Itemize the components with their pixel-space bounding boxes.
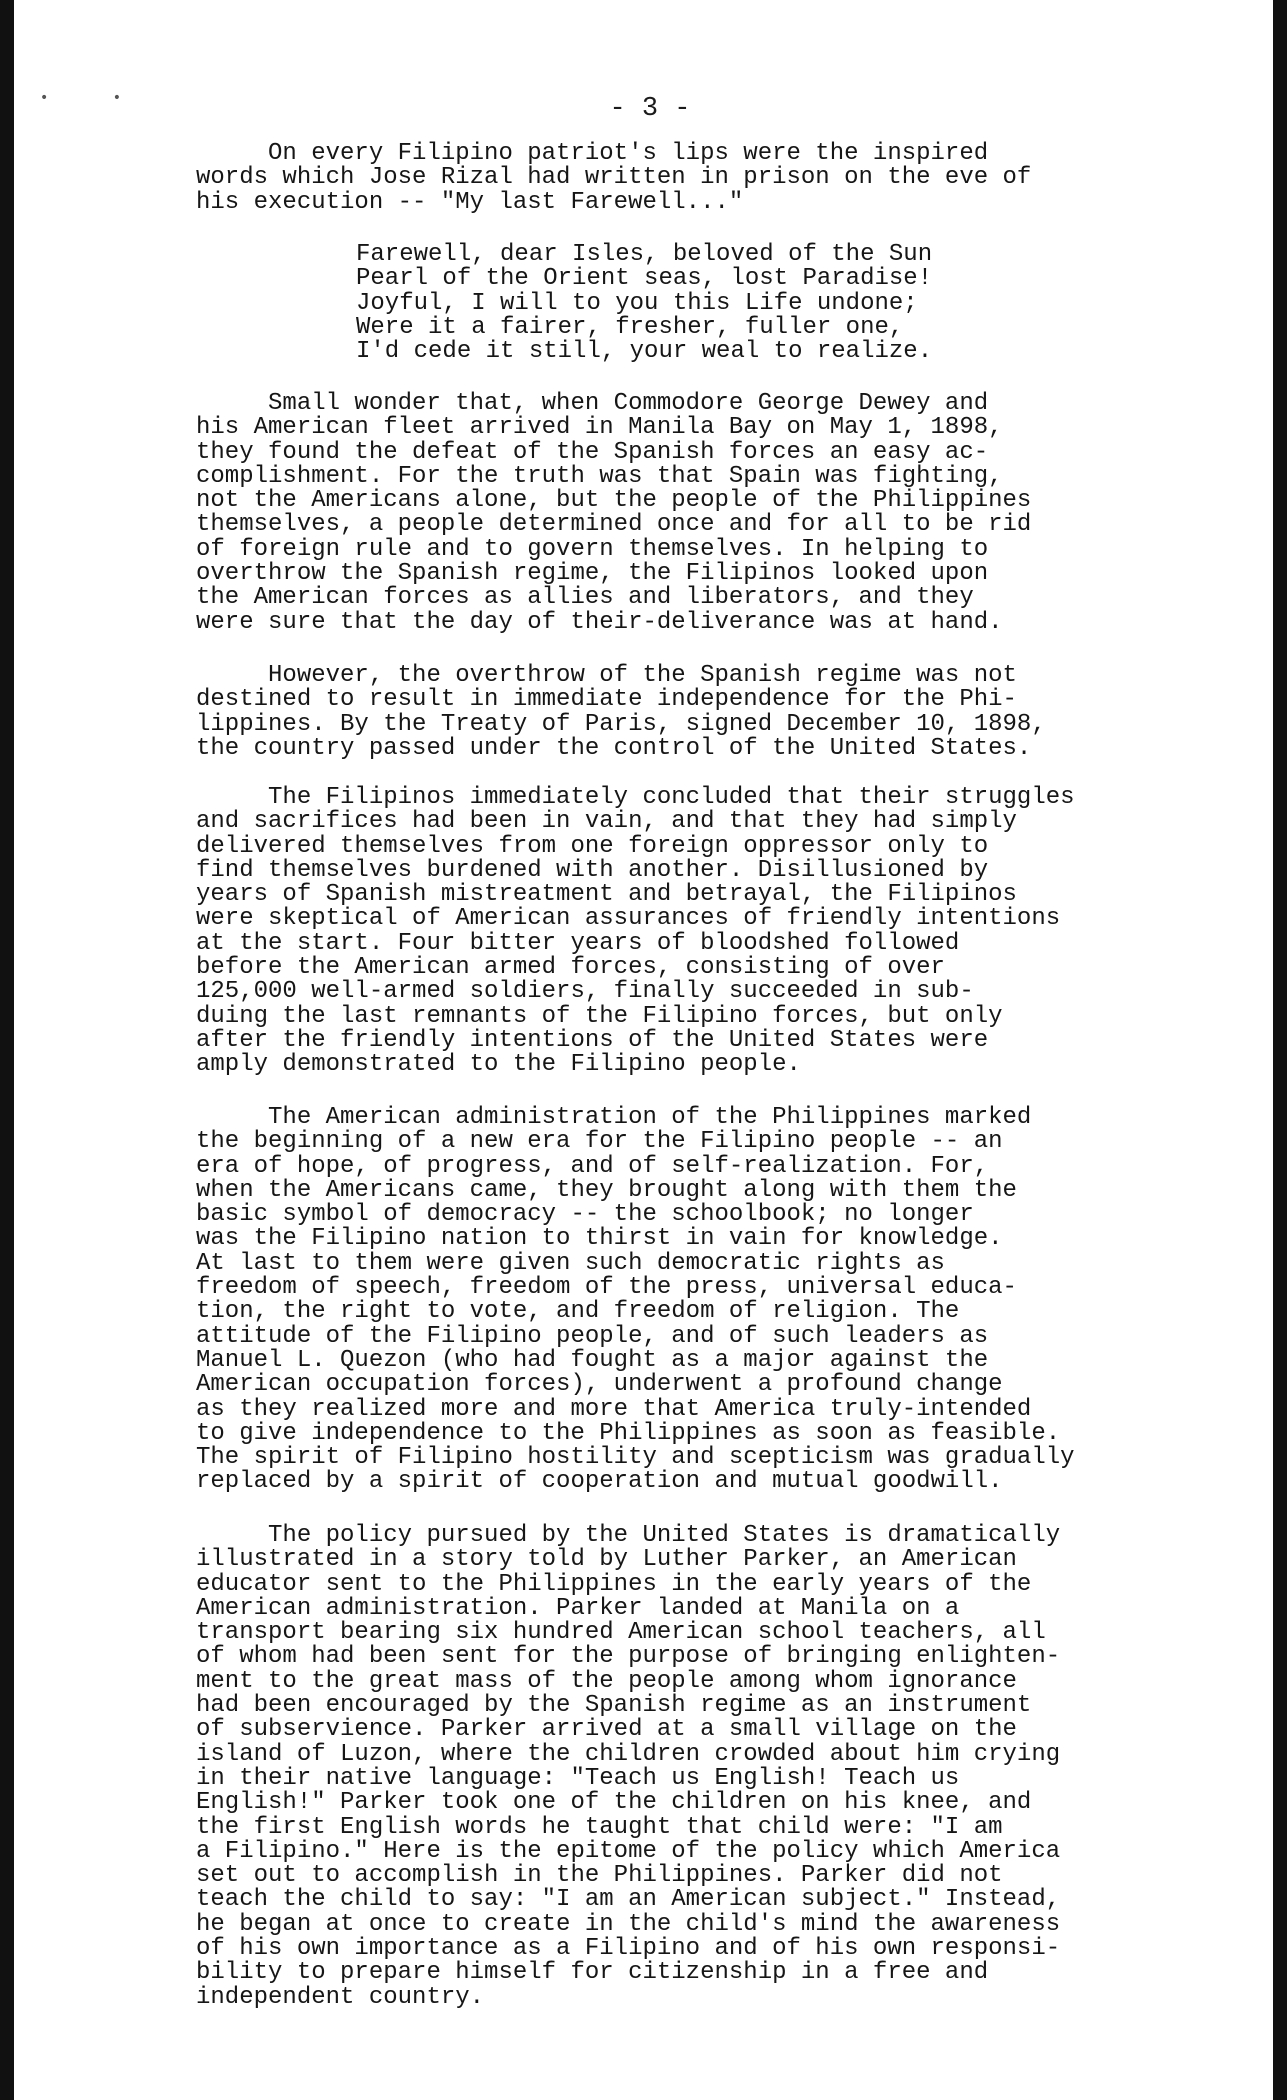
- scan-specks: • •: [40, 90, 151, 106]
- intro-paragraph: On every Filipino patriot's lips were the inspired words which Jose Rizal had written in prison on the eve of his execution -- "My last Farewell...": [196, 140, 1032, 216]
- paragraph-american-administration: The American administration of the Philippines marked the beginning of a new era for the Filipino people -- an era of hope, of progress, and of self-realization. For, when the Americans came, they brought along with them the basic symbol of democracy -- the schoolbook; no longer was the Filipino nation to thirst in vain for knowledge. At last to them were given such democratic rights as freedom of speech, freedom of the press, universal educa- tion, the right to vote, and freedom of religion. The attitude of the Filipino people, and of such leaders as Manuel L. Quezon (who had fought as a major against the American occupation forces), underwent a profound change as they realized more and more that America truly-intended to give independence to the Philippines as soon as feasible. The spirit of Filipino hostility and scepticism was gradually replaced by a spirit of cooperation and mutual goodwill.: [196, 1104, 1075, 1496]
- paragraph-dewey: Small wonder that, when Commodore George Dewey and his American fleet arrived in Manila Bay on May 1, 1898, they found the defeat of the Spanish forces an easy ac- complishment. For the truth was that Spain was fighting, not the Americans alone, but the people of the Philippines themselves, a people determined once and for all to be rid of foreign rule and to govern themselves. In helping to overthrow the Spanish regime, the Filipinos looked upon the American forces as allies and liberators, and they were sure that the day of their-deliverance was at hand.: [196, 390, 1032, 636]
- paragraph-filipino-struggle: The Filipinos immediately concluded that their struggles and sacrifices had been in vain, and that they had simply delivered themselves from one foreign oppressor only to find themselves burdened with another. Disillusioned by years of Spanish mistreatment and betrayal, the Filipinos were skeptical of American assurances of friendly intentions at the start. Four bitter years of bloodshed followed before the American armed forces, consisting of over 125,000 well-armed soldiers, finally succeeded in sub- duing the last remnants of the Filipino forces, but only after the friendly intentions of the United States were amply demonstrated to the Filipino people.: [196, 784, 1075, 1079]
- paragraph-luther-parker: The policy pursued by the United States is dramatically illustrated in a story told by Luther Parker, an American educator sent to the Philippines in the early years of the American administration. Parker landed at Manila on a transport bearing six hundred American school teachers, all of whom had been sent for the purpose of bringing enlighten- ment to the great mass of the people among whom ignorance had been encouraged by the Spanish regime as an instrument of subservience. Parker arrived at a small village on the island of Luzon, where the children crowded about him crying in their native language: "Teach us English! Teach us English!" Parker took one of the children on his knee, and the first English words he taught that child were: "I am a Filipino." Here is the epitome of the policy which America set out to accomplish in the Philippines. Parker did not teach the child to say: "I am an American subject." Instead, he began at once to create in the child's mind the awareness of his own importance as a Filipino and of his own responsi- bility to prepare himself for citizenship in a free and independent country.: [196, 1522, 1061, 2011]
- rizal-poem: Farewell, dear Isles, beloved of the Sun Pearl of the Orient seas, lost Paradise! Joyful, I will to you this Life undone; Were it a fairer, fresher, fuller one, I'd cede it still, your weal to realize.: [356, 241, 933, 366]
- paragraph-treaty-of-paris: However, the overthrow of the Spanish regime was not destined to result in immediate independence for the Phi- lippines. By the Treaty of Paris, signed December 10, 1898, the country passed under the control of the United States.: [196, 662, 1046, 762]
- page-number: - 3 -: [609, 94, 691, 124]
- scan-edge-left: [0, 0, 14, 2100]
